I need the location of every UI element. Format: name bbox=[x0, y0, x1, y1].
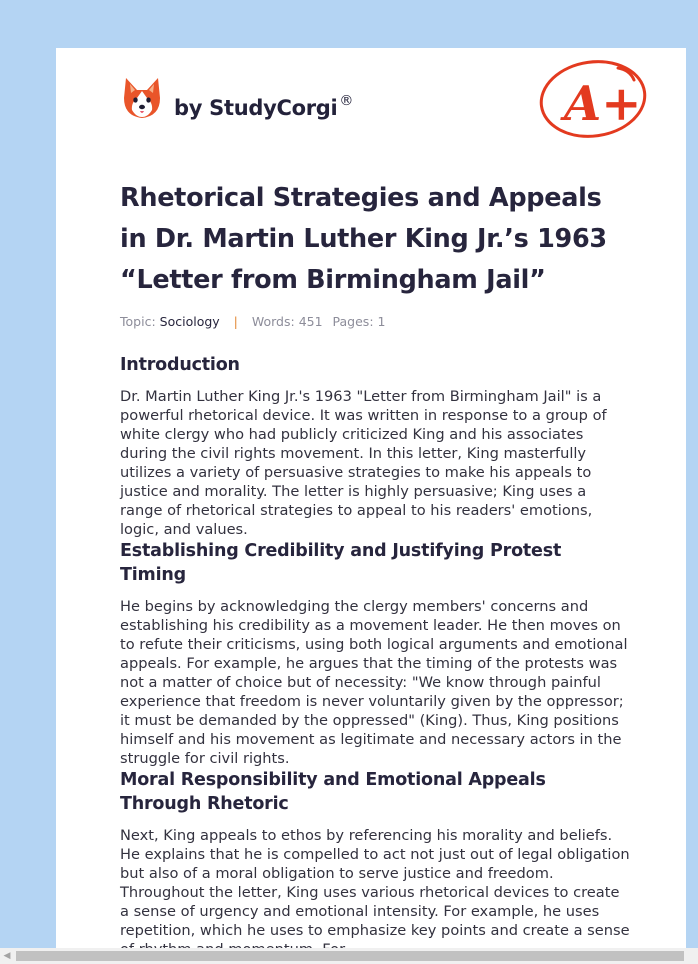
essay-meta bbox=[120, 313, 632, 331]
section-heading-credibility: Establishing Credibility and Justifying Protest Timing bbox=[120, 541, 562, 585]
essay-content bbox=[120, 178, 632, 959]
topic-label: Topic: bbox=[120, 314, 156, 329]
words-count: 451 bbox=[298, 314, 323, 329]
words-label: Words: bbox=[251, 314, 295, 329]
scrollbar-thumb[interactable] bbox=[16, 951, 684, 961]
section-body-introduction: Dr. Martin Luther King Jr.'s 1963 "Letter from Birmingham Jail" is a powerful rhetorical device. It was written in response to a group of white clergy who had publicly criticized King and his associates during the civil rights movement. In this letter, King masterfully utilizes a variety of persuasive strategies to make his appeals to justice and morality. The letter is highly persuasive; King uses a range of rhetorical strategies to appeal to his readers' emotions, logic, and values. bbox=[120, 388, 607, 538]
topic-link[interactable]: Sociology bbox=[159, 314, 220, 329]
document-page bbox=[56, 48, 686, 948]
a-plus-grade-badge bbox=[538, 58, 648, 142]
grade-text: A+ bbox=[564, 76, 642, 132]
section-heading-moral-responsibility: Moral Responsibility and Emotional Appeals Through Rhetoric bbox=[120, 770, 546, 814]
section-body-credibility: He begins by acknowledging the clergy members' concerns and establishing his credibility as a movement leader. He then moves on to refute their criticisms, using both logical arguments and emotional appeals. For example, he argues that the timing of the protests was not a matter of choice but of necessity: "We know through painful experience that freedom is never voluntarily given by the oppressor; it must be demanded by the oppressed" (King). Thus, King positions himself and his movement as legitimate and necessary actors in the struggle for civil rights. bbox=[120, 598, 628, 767]
scroll-left-arrow-icon[interactable]: ◀ bbox=[3, 951, 11, 961]
essay-title: Rhetorical Strategies and Appeals in Dr. Martin Luther King Jr.’s 1963 “Letter from Birmingham Jail” bbox=[120, 183, 607, 295]
pages-label: Pages: bbox=[332, 314, 374, 329]
corgi-logo-icon bbox=[122, 76, 162, 120]
section-heading-introduction: Introduction bbox=[120, 355, 240, 375]
page-header bbox=[56, 48, 686, 168]
registered-mark: ® bbox=[339, 93, 354, 109]
section-body-moral-responsibility: Next, King appeals to ethos by referencing his morality and beliefs. He explains that he is compelled to act not just out of legal obligation but also of a moral obligation to serve justice and freedom. Throughout the letter, King uses various rhetorical devices to create a sense of urgency and emotional intensity. For example, he uses repetition, which he uses to emphasize key points and create a sense bbox=[120, 827, 630, 939]
pages-count: 1 bbox=[377, 314, 386, 329]
brand-name[interactable]: by StudyCorgi ® bbox=[174, 93, 354, 120]
horizontal-scrollbar[interactable] bbox=[0, 948, 698, 964]
meta-separator: | bbox=[233, 314, 238, 329]
